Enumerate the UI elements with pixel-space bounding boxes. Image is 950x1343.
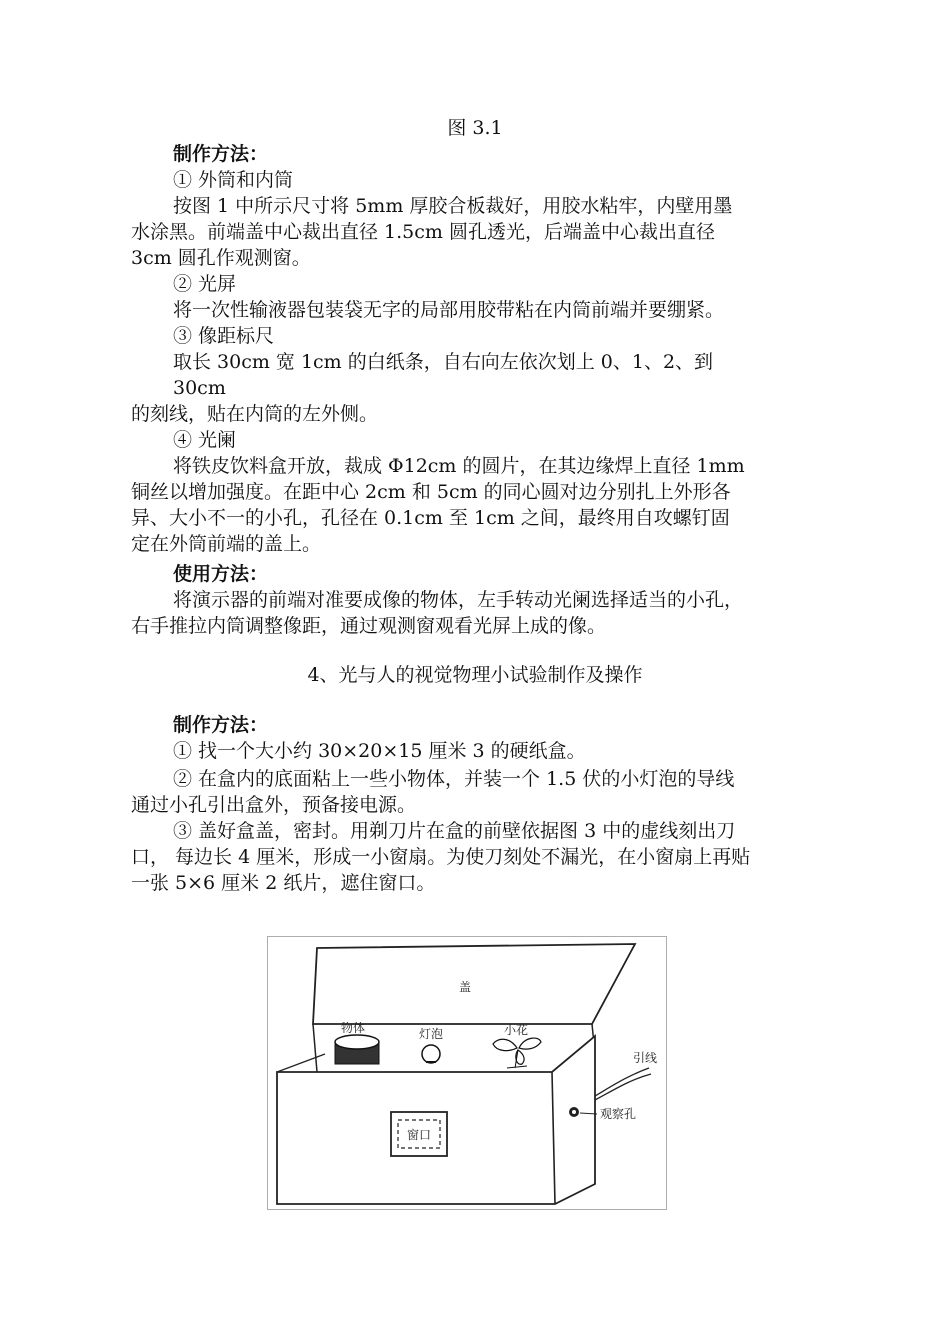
section-heading-usage: 使用方法：: [173, 563, 269, 585]
paragraph-line: 铜丝以增加强度。在距中心 2cm 和 5cm 的同心圆对边分别扎上外形各: [131, 481, 731, 503]
paragraph-line: 3cm 圆孔作观测窗。: [131, 247, 311, 269]
window-label: 窗口: [407, 1128, 432, 1142]
bulb-label: 灯泡: [419, 1027, 444, 1041]
hole-label: 观察孔: [600, 1107, 637, 1121]
paragraph-line: 水涂黑。前端盖中心裁出直径 1.5cm 圆孔透光，后端盖中心裁出直径: [131, 221, 715, 243]
paragraph-line: 通过小孔引出盒外，预备接电源。: [131, 794, 417, 816]
paragraph-line: 异、大小不一的小孔，孔径在 0.1cm 至 1cm 之间，最终用自攻螺钉固: [131, 507, 730, 529]
paragraph-line: 的刻线，贴在内筒的左外侧。: [131, 403, 379, 425]
object-label: 物体: [341, 1021, 366, 1035]
paragraph-line: 右手推拉内筒调整像距，通过观测窗观看光屏上成的像。: [131, 615, 607, 637]
section-heading-making-2: 制作方法：: [173, 714, 269, 736]
lid-label: 盖: [459, 980, 472, 994]
paragraph-line: 将铁皮饮料盒开放，裁成 Φ12cm 的圆片，在其边缘焊上直径 1mm: [173, 455, 745, 477]
flower-label: 小花: [504, 1023, 529, 1037]
object-top: [335, 1035, 379, 1049]
section-heading-making: 制作方法：: [173, 143, 269, 165]
wire-label: 引线: [633, 1051, 658, 1065]
list-item: ① 找一个大小约 30×20×15 厘米 3 的硬纸盒。: [173, 740, 586, 762]
section-title: 4、光与人的视觉物理小试验制作及操作: [307, 664, 643, 686]
paragraph-line: 一张 5×6 厘米 2 纸片，遮住窗口。: [131, 872, 436, 894]
paragraph-line: 将一次性输液器包装袋无字的局部用胶带粘在内筒前端并要绷紧。: [173, 299, 725, 321]
paragraph-line: 将演示器的前端对准要成像的物体，左手转动光阑选择适当的小孔，: [173, 589, 744, 611]
step-title: ③ 像距标尺: [173, 325, 275, 347]
box-lid: [313, 944, 635, 1024]
paragraph-line: 取长 30cm 宽 1cm 的白纸条，自右向左依次划上 0、1、2、到: [173, 351, 714, 373]
list-item: ③ 盖好盒盖，密封。用剃刀片在盒的前壁依据图 3 中的虚线刻出刀: [173, 820, 736, 842]
paragraph-line: 按图 1 中所示尺寸将 5mm 厚胶合板裁好，用胶水粘牢，内壁用墨: [173, 195, 733, 217]
step-title: ① 外筒和内筒: [173, 169, 294, 191]
figure-caption: 图 3.1: [447, 117, 503, 139]
step-title: ④ 光阑: [173, 429, 237, 451]
paragraph-line: 定在外筒前端的盖上。: [131, 533, 322, 555]
step-title: ② 光屏: [173, 273, 237, 295]
paragraph-line: 30cm: [173, 377, 226, 399]
bulb-icon: [422, 1045, 440, 1063]
box-diagram: [267, 936, 667, 1210]
list-item: ② 在盒内的底面粘上一些小物体，并装一个 1.5 伏的小灯泡的导线: [173, 768, 735, 790]
paragraph-line: 口， 每边长 4 厘米，形成一小窗扇。为使刀刻处不漏光，在小窗扇上再贴: [131, 846, 751, 868]
